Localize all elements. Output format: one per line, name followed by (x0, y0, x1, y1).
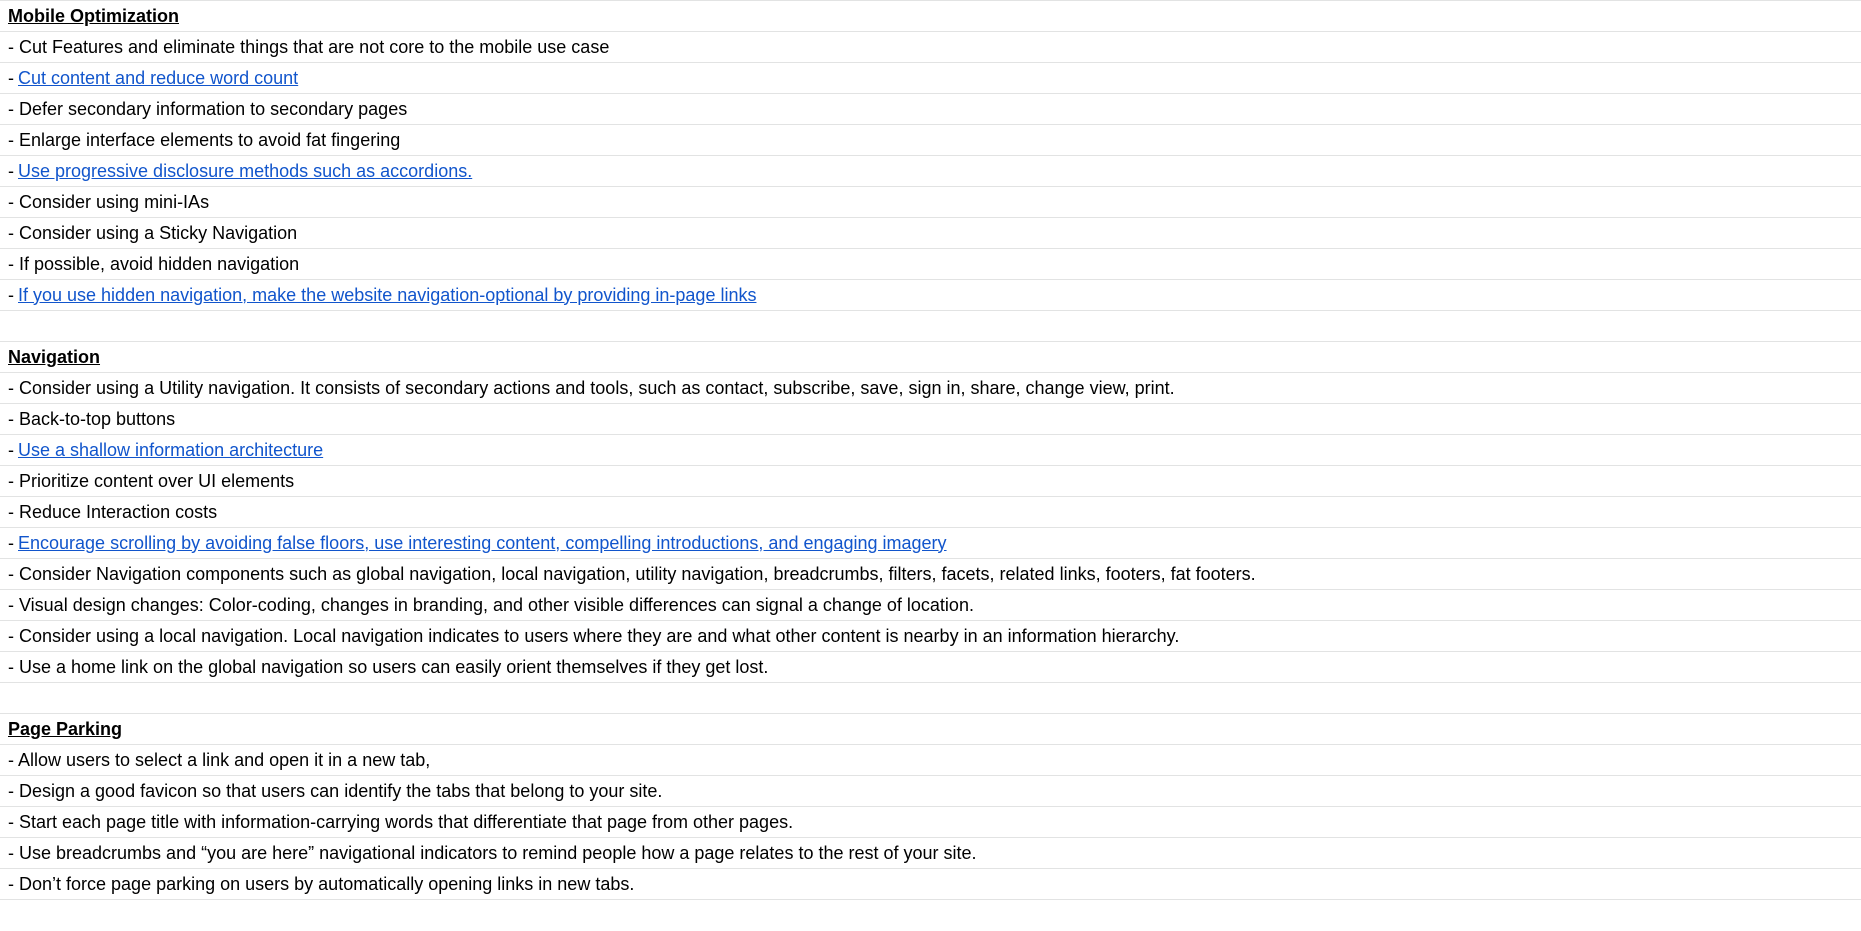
cell-prefix: - (8, 160, 14, 181)
section-heading-mobile-optimization[interactable] (0, 1, 1861, 32)
cell-link[interactable]: Use progressive disclosure methods such as accordions. (18, 160, 473, 181)
cell-text: - Defer secondary information to secondary pages (8, 98, 408, 119)
cell-row[interactable] (0, 63, 1861, 94)
cell-row[interactable] (0, 280, 1861, 311)
cell-row[interactable] (0, 869, 1861, 900)
cell-text: - Reduce Interaction costs (8, 501, 218, 522)
cell-text: - Don’t force page parking on users by automatically opening links in new tabs. (8, 873, 635, 894)
section-heading-text: Page Parking (8, 718, 123, 739)
cell-row[interactable] (0, 187, 1861, 218)
cell-text: - If possible, avoid hidden navigation (8, 253, 300, 274)
cell-link[interactable]: If you use hidden navigation, make the website navigation-optional by providing in-page links (18, 284, 757, 305)
cell-row[interactable] (0, 466, 1861, 497)
cell-row[interactable] (0, 652, 1861, 683)
cell-text: - Consider Navigation components such as global navigation, local navigation, utility navigation, breadcrumbs, filters, facets, related links, footers, fat footers. (8, 563, 1256, 584)
cell-link[interactable]: Use a shallow information architecture (18, 439, 324, 460)
cell-text: - Cut Features and eliminate things that are not core to the mobile use case (8, 36, 610, 57)
cell-text: - Use breadcrumbs and “you are here” navigational indicators to remind people how a page relates to the rest of your site. (8, 842, 977, 863)
cell-link[interactable]: Cut content and reduce word count (18, 67, 299, 88)
cell-text: - Back-to-top buttons (8, 408, 176, 429)
cell-row[interactable] (0, 125, 1861, 156)
cell-link[interactable]: Encourage scrolling by avoiding false floors, use interesting content, compelling introductions, and engaging imagery (18, 532, 947, 553)
cell-text: - Start each page title with information-carrying words that differentiate that page from other pages. (8, 811, 794, 832)
cell-row[interactable] (0, 94, 1861, 125)
cell-text: - Design a good favicon so that users can identify the tabs that belong to your site. (8, 780, 663, 801)
cell-row[interactable] (0, 32, 1861, 63)
cell-row[interactable] (0, 745, 1861, 776)
cell-prefix: - (8, 532, 14, 553)
cell-text: - Consider using a Sticky Navigation (8, 222, 298, 243)
cell-row[interactable] (0, 559, 1861, 590)
cell-text: - Prioritize content over UI elements (8, 470, 295, 491)
cell-text: - Consider using a Utility navigation. It consists of secondary actions and tools, such as contact, subscribe, save, sign in, share, change view, print. (8, 377, 1175, 398)
section-heading-text: Mobile Optimization (8, 5, 179, 26)
cell-row[interactable] (0, 404, 1861, 435)
cell-row[interactable] (0, 435, 1861, 466)
cell-prefix: - (8, 284, 14, 305)
cell-row[interactable] (0, 497, 1861, 528)
empty-row[interactable] (0, 311, 1861, 342)
cell-row[interactable] (0, 373, 1861, 404)
cell-prefix: - (8, 67, 14, 88)
cell-text: - Consider using a local navigation. Local navigation indicates to users where they are and what other content is nearby in an information hierarchy. (8, 625, 1180, 646)
section-heading-page-parking[interactable] (0, 714, 1861, 745)
cell-prefix: - (8, 439, 14, 460)
cell-row[interactable] (0, 156, 1861, 187)
cell-row[interactable] (0, 528, 1861, 559)
cell-row[interactable] (0, 249, 1861, 280)
empty-row[interactable] (0, 900, 1861, 931)
cell-text: - Use a home link on the global navigation so users can easily orient themselves if they get lost. (8, 656, 769, 677)
cell-row[interactable] (0, 776, 1861, 807)
cell-row[interactable] (0, 838, 1861, 869)
section-heading-text: Navigation (8, 346, 101, 367)
cell-text: - Visual design changes: Color-coding, changes in branding, and other visible differences can signal a change of location. (8, 594, 974, 615)
section-heading-navigation[interactable] (0, 342, 1861, 373)
cell-text: - Allow users to select a link and open it in a new tab, (8, 749, 431, 770)
cell-row[interactable] (0, 807, 1861, 838)
empty-row[interactable] (0, 683, 1861, 714)
cell-row[interactable] (0, 621, 1861, 652)
cell-text: - Enlarge interface elements to avoid fat fingering (8, 129, 401, 150)
cell-text: - Consider using mini-IAs (8, 191, 210, 212)
cell-row[interactable] (0, 218, 1861, 249)
cell-row[interactable] (0, 590, 1861, 621)
